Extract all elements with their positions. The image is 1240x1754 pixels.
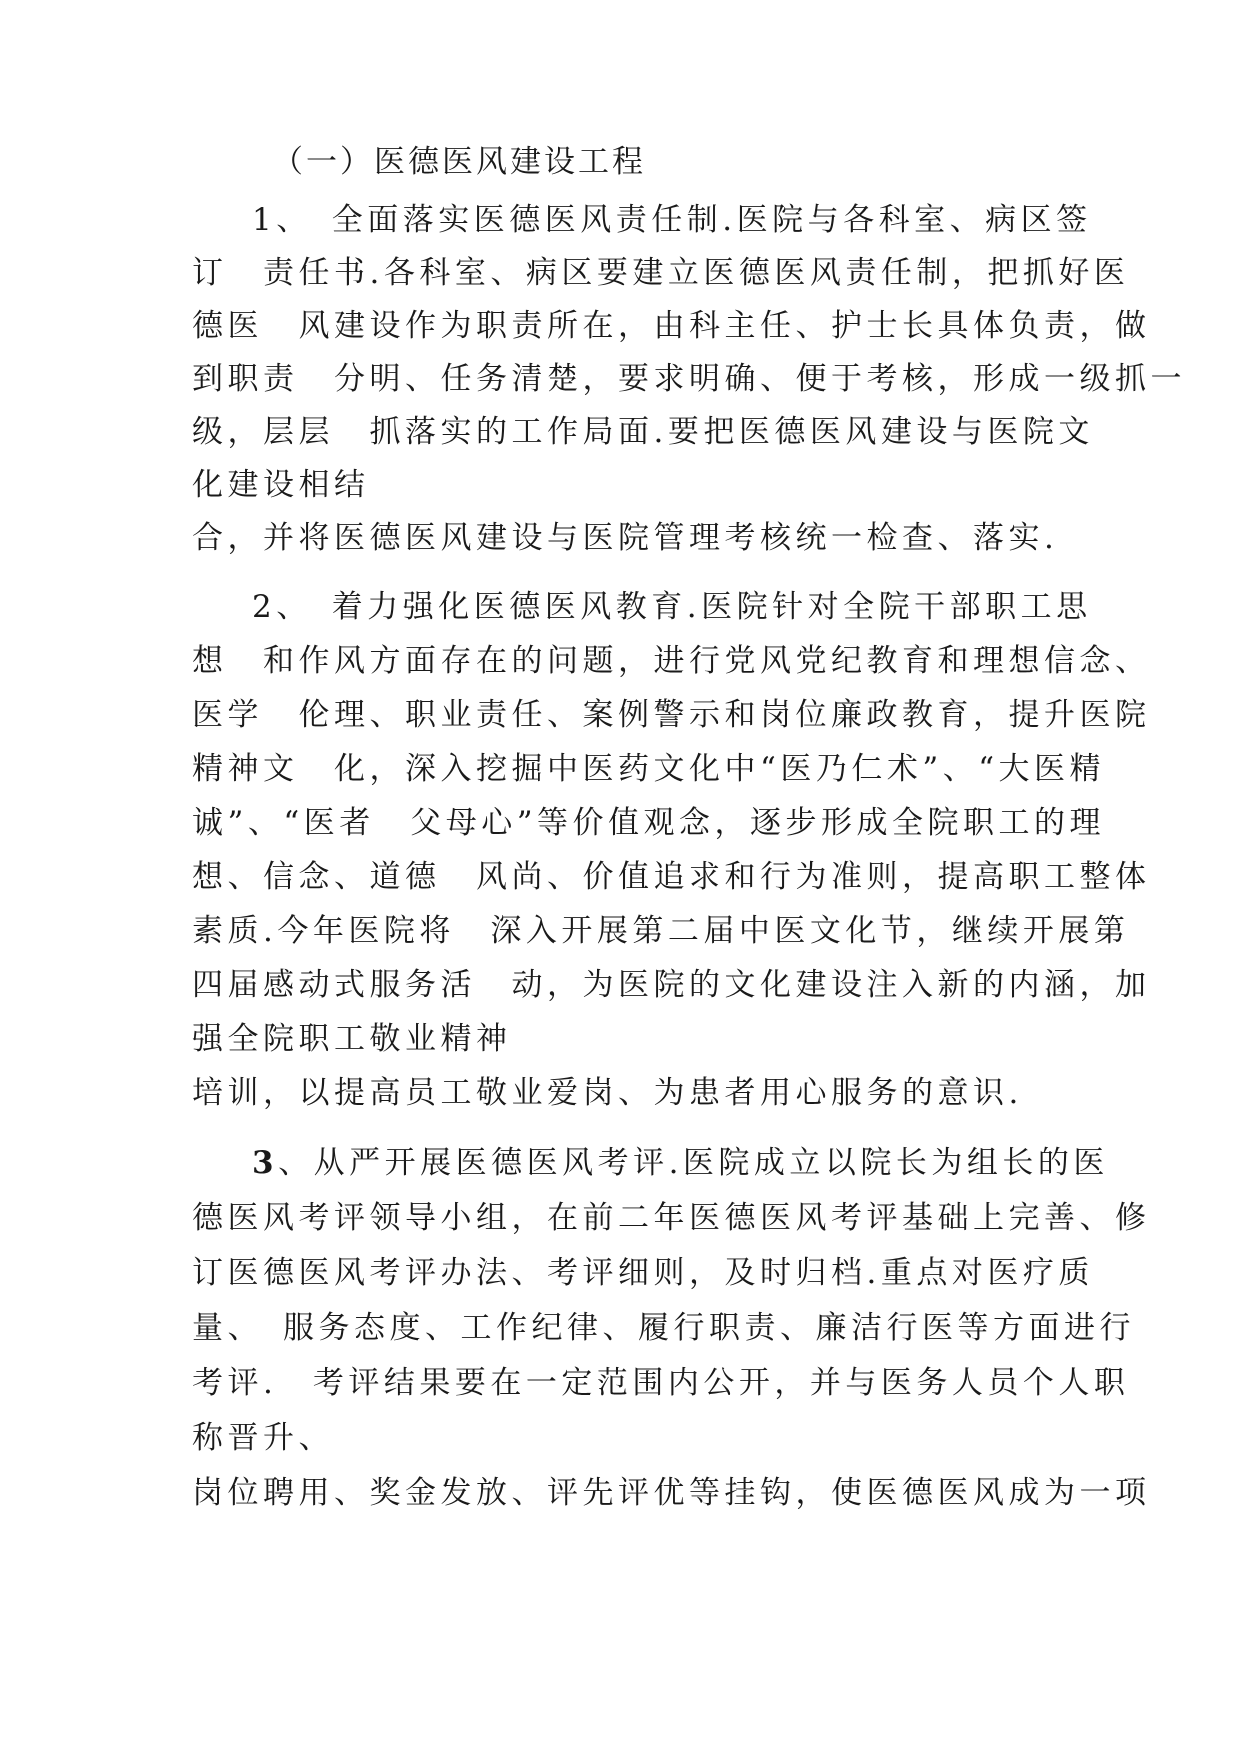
paragraph-2-line-9: 强全院职工敬业精神 [192, 1021, 512, 1057]
paragraph-3-line-5: 考评. 考评结果要在一定范围内公开，并与医务人员个人职 [192, 1365, 1130, 1401]
paragraph-2-line-4: 精神文 化，深入挖掘中医药文化中“医乃仁术”、“大医精 [192, 751, 1106, 787]
paragraph-2-line-6: 想、信念、道德 风尚、价值追求和行为准则，提高职工整体 [192, 859, 1151, 895]
paragraph-2-line-3: 医学 伦理、职业责任、案例警示和岗位廉政教育，提升医院 [192, 697, 1151, 733]
paragraph-3-line-3: 订医德医风考评办法、考评细则，及时归档.重点对医疗质 [192, 1255, 1094, 1291]
paragraph-1-line-4: 到职责 分明、任务清楚，要求明确、便于考核，形成一级抓一 [192, 361, 1186, 397]
section-heading: （一）医德医风建设工程 [272, 144, 646, 180]
paragraph-1-line-6: 化建设相结 [192, 467, 370, 503]
paragraph-3-line-1-text: 、从严开展医德医风考评.医院成立以院长为组长的医 [278, 1145, 1109, 1181]
paragraph-1-line-2: 订 责任书.各科室、病区要建立医德医风责任制，把抓好医 [192, 255, 1130, 291]
paragraph-3-number: 3 [252, 1145, 279, 1181]
paragraph-2-line-10: 培训，以提高员工敬业爱岗、为患者用心服务的意识. [192, 1075, 1023, 1111]
paragraph-2-line-8: 四届感动式服务活 动，为医院的文化建设注入新的内涵，加 [192, 967, 1151, 1003]
paragraph-3-line-4: 量、 服务态度、工作纪律、履行职责、廉洁行医等方面进行 [192, 1310, 1135, 1346]
paragraph-2-line-2: 想 和作风方面存在的问题，进行党风党纪教育和理想信念、 [192, 643, 1151, 679]
paragraph-3-line-7: 岗位聘用、奖金发放、评先评优等挂钩，使医德医风成为一项 [192, 1475, 1151, 1511]
paragraph-1-line-5: 级，层层 抓落实的工作局面.要把医德医风建设与医院文 [192, 414, 1094, 450]
paragraph-1-line-1: 1、 全面落实医德医风责任制.医院与各科室、病区签 [252, 202, 1092, 238]
paragraph-3-line-1 [252, 1145, 1109, 1181]
paragraph-2-line-1: 2、 着力强化医德医风教育.医院针对全院干部职工思 [252, 589, 1092, 625]
paragraph-1-line-7: 合，并将医德医风建设与医院管理考核统一检查、落实. [192, 520, 1059, 556]
paragraph-2-line-5: 诚”、“医者 父母心”等价值观念，逐步形成全院职工的理 [192, 805, 1106, 841]
paragraph-2-line-7: 素质.今年医院将 深入开展第二届中医文化节，继续开展第 [192, 913, 1130, 949]
paragraph-3-line-2: 德医风考评领导小组，在前二年医德医风考评基础上完善、修 [192, 1200, 1151, 1236]
paragraph-1-line-3: 德医 风建设作为职责所在，由科主任、护士长具体负责，做 [192, 308, 1151, 344]
paragraph-3-line-6: 称晋升、 [192, 1420, 334, 1456]
